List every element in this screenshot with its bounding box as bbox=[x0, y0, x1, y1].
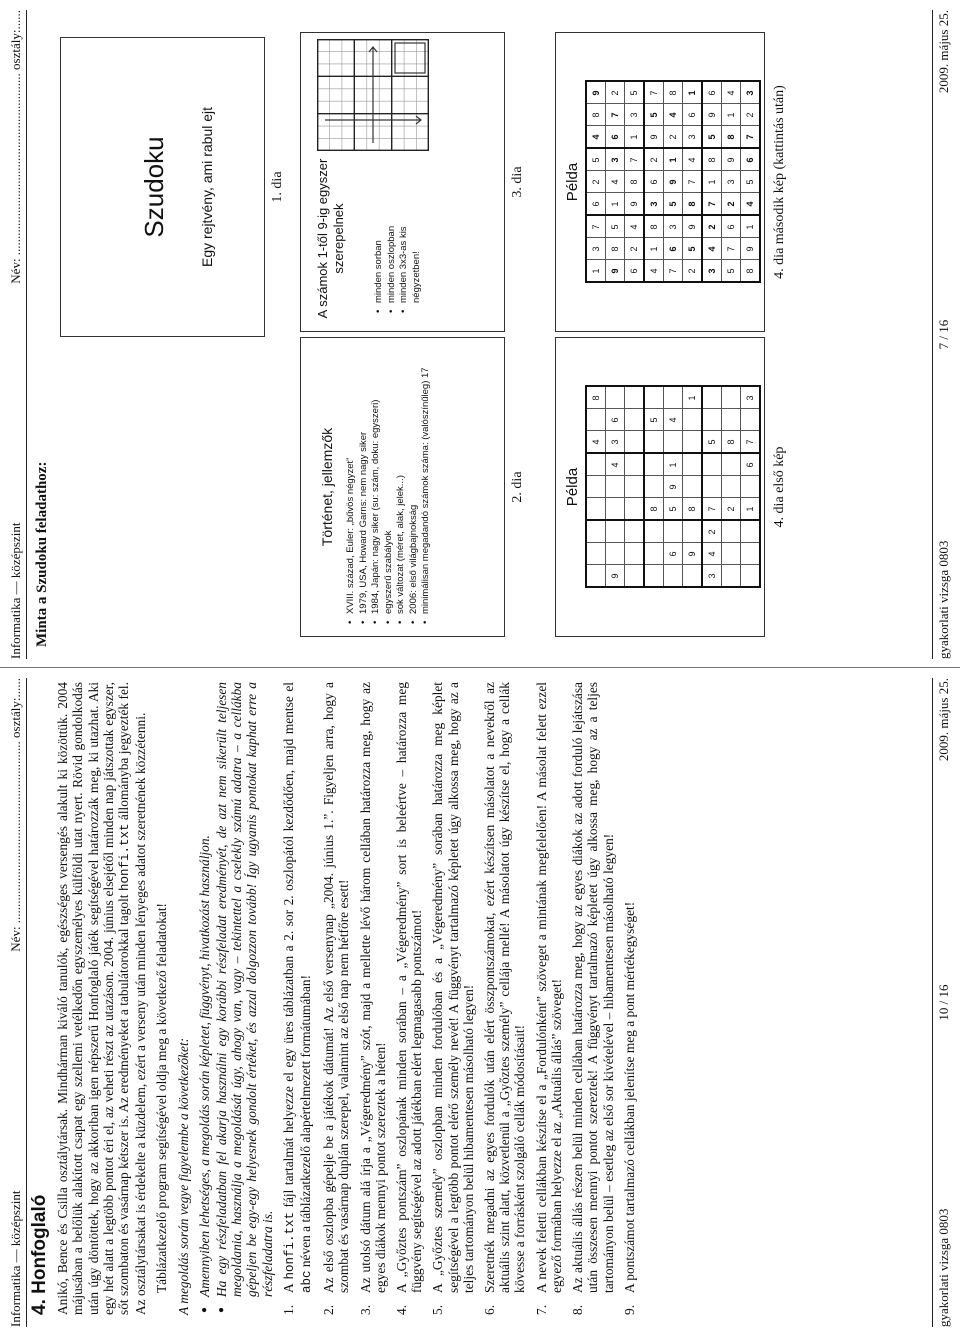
sudoku-cell: 5 bbox=[664, 498, 683, 521]
sudoku-row bbox=[586, 387, 606, 588]
sudoku-cell: 2 bbox=[741, 104, 761, 126]
sudoku-cell: 6 bbox=[606, 409, 625, 431]
task-item bbox=[321, 682, 352, 1315]
slide-2 bbox=[300, 337, 505, 637]
sudoku-cell bbox=[664, 387, 683, 410]
sudoku-cell: 8 bbox=[702, 149, 722, 172]
slide-2-title: Történet, jellemzők bbox=[319, 427, 335, 547]
sudoku-cell: 5 bbox=[722, 260, 741, 283]
sudoku-cell: 8 bbox=[625, 171, 645, 193]
sample-title: Minta a Szudoku feladathoz: bbox=[34, 461, 50, 647]
task-text: Az aktuális állás részen belül minden cellában határozza meg, hogy az egyes diákok az adott forduló lejátszása után összesen mennyi pontot szereztek! A függvényt tartalmazó képletet úgy alkossa meg, hogy az a teljes tartományon belül – esetleg az első sor kivételével – hibamentesen másolható legyen! bbox=[570, 682, 616, 1293]
sudoku-cell: 2 bbox=[644, 149, 664, 172]
slide-5 bbox=[555, 32, 765, 332]
task-text: Az első oszlopba gépelje be a játékok dátumát! Az első versenynap „2004. június 1.”. Figyeljen arra, hogy a szombat és vasárnap duplán szerepel, valamint az első nap nem hétfőre esett! bbox=[321, 682, 352, 1293]
sudoku-cell: 6 bbox=[683, 104, 703, 126]
note-item: ● Ha egy részfeladatban fel akarja használni egy korábbi részfeladat eredményét, de azt nem sikerült teljesen megoldania, használja a megoldását úgy, ahogy van, vagy – tekintettel a cselekly számú adatra – a cellákba gépeljen be egy-egy helyesnek gondolt értéket, és azzal dolgozzon tovább! Így ugyanis pontokat kaphat erre a részfeladatra is. bbox=[214, 682, 275, 1297]
sudoku-cell: 8 bbox=[664, 82, 683, 105]
sudoku-cell: 7 bbox=[683, 171, 703, 193]
sudoku-cell: 8 bbox=[683, 498, 703, 521]
sudoku-cell: 7 bbox=[664, 260, 683, 283]
sudoku-cell bbox=[606, 476, 625, 498]
sudoku-puzzle-grid bbox=[585, 386, 761, 589]
sudoku-cell: 7 bbox=[625, 149, 645, 172]
sudoku-cell bbox=[741, 409, 761, 431]
left-body bbox=[29, 682, 643, 1315]
sudoku-cell: 8 bbox=[606, 238, 625, 260]
sudoku-cell: 2 bbox=[664, 126, 683, 149]
sudoku-cell bbox=[722, 476, 741, 498]
sudoku-cell: 5 bbox=[644, 409, 664, 431]
file-name: honfi.txt bbox=[118, 823, 133, 892]
sudoku-cell bbox=[644, 454, 664, 477]
sudoku-row bbox=[722, 82, 741, 283]
sudoku-cell: 3 bbox=[683, 126, 703, 149]
sudoku-row bbox=[683, 82, 703, 283]
sudoku-cell bbox=[586, 454, 606, 477]
sudoku-cell: 9 bbox=[664, 476, 683, 498]
sudoku-row bbox=[741, 82, 761, 283]
sudoku-cell: 3 bbox=[664, 216, 683, 239]
sudoku-cell: 9 bbox=[606, 260, 625, 283]
sudoku-cell bbox=[586, 476, 606, 498]
sudoku-cell bbox=[625, 409, 645, 431]
sudoku-row bbox=[586, 82, 606, 283]
sudoku-cell: 9 bbox=[664, 171, 683, 193]
sudoku-cell: 3 bbox=[702, 565, 722, 588]
sudoku-cell: 4 bbox=[741, 193, 761, 216]
sudoku-cell: 2 bbox=[586, 171, 606, 193]
sudoku-cell: 1 bbox=[664, 454, 683, 477]
footer-date: 2009. május 25. bbox=[936, 10, 951, 94]
sudoku-cell: 7 bbox=[722, 238, 741, 260]
sudoku-cell: 4 bbox=[702, 543, 722, 565]
slide-1-subtitle: Egy rejtvény, ami rabul ejt bbox=[199, 106, 215, 268]
sudoku-cell: 8 bbox=[644, 216, 664, 239]
sudoku-cell bbox=[722, 543, 741, 565]
sudoku-cell bbox=[702, 454, 722, 477]
sudoku-cell bbox=[625, 476, 645, 498]
task-text: Az utolsó dátum alá írja a „Végeredmény” szót, majd a mellette lévő három cellában határozza meg, hogy az egyes diákok mennyi pontot szereztek a héten! bbox=[357, 682, 388, 1293]
sudoku-row bbox=[644, 82, 664, 283]
sudoku-cell: 7 bbox=[586, 216, 606, 239]
sudoku-cell: 5 bbox=[606, 216, 625, 239]
sudoku-cell: 1 bbox=[702, 171, 722, 193]
sudoku-row bbox=[683, 387, 703, 588]
intro-text: Anikó, Bence és Csilla osztálytársak. Mindhárman kiváló tanulók, egészséges versengés alakult ki közöttük. 2004 májusában a belőlük alakított csapat egy szellemi vetélkedőn egyszemélyes külföldi utat nyert. Rövid gondolkodás után úgy döntöttek, hogy az akkoriban igen népszerű Honfoglaló játék segítségével határozzák meg, ki utazhat. Aki egy hét alatt a legtöbb pontot éri el, az veheti részt az utazáson. 2004. június elsejétől minden nap játszottak egyszer, sőt szombaton és vasárnap kétszer is. Az eredményeket a tabulátorokkal tagolt bbox=[55, 682, 132, 1315]
sudoku-cell: 6 bbox=[741, 454, 761, 477]
task-text: A „Győztes személy” oszlopban minden fordulóban és a „Végeredmény” sorában határozza meg képlet segítségével a legtöbb pontot elérő személy nevét! A függvényt tartalmazó képletet úgy alkossa meg, hogy az a teljes tartományon belül hibamentesen másolható legyen! bbox=[430, 682, 476, 1293]
sudoku-cell: 4 bbox=[644, 260, 664, 283]
task-number: 9. bbox=[621, 1304, 637, 1315]
slide-2-list bbox=[345, 338, 433, 626]
sudoku-cell: 4 bbox=[586, 126, 606, 149]
sudoku-cell: 8 bbox=[741, 260, 761, 283]
slide-3 bbox=[300, 32, 505, 332]
slide-1-title: Szudoku bbox=[139, 136, 169, 238]
slide-3-item: • minden sorban bbox=[373, 193, 386, 303]
sudoku-cell: 4 bbox=[664, 104, 683, 126]
sudoku-cell bbox=[702, 387, 722, 410]
task-number: 6. bbox=[482, 1304, 498, 1315]
sudoku-cell: 5 bbox=[644, 104, 664, 126]
sudoku-cell bbox=[683, 476, 703, 498]
slide-1-caption: 1. dia bbox=[270, 171, 285, 203]
slide-3-title: A számok 1-től 9-ig egyszer szerepelnek bbox=[315, 158, 346, 319]
slide-1 bbox=[60, 37, 265, 337]
sudoku-cell: 4 bbox=[702, 238, 722, 260]
sudoku-cell: 9 bbox=[606, 565, 625, 588]
task-item bbox=[430, 682, 476, 1315]
sudoku-cell: 5 bbox=[702, 431, 722, 454]
sudoku-cell: 9 bbox=[683, 216, 703, 239]
page-number: 7 / 16 bbox=[936, 319, 951, 350]
slide-2-caption: 2. dia bbox=[510, 471, 525, 503]
sudoku-cell bbox=[683, 454, 703, 477]
sudoku-cell bbox=[586, 409, 606, 431]
sudoku-cell bbox=[625, 498, 645, 521]
sudoku-cell bbox=[644, 543, 664, 565]
sudoku-row bbox=[644, 387, 664, 588]
sudoku-cell bbox=[722, 565, 741, 588]
sudoku-cell: 8 bbox=[722, 431, 741, 454]
sudoku-cell: 2 bbox=[702, 521, 722, 544]
slide-3-item: • minden 3x3-as kis négyzetben! bbox=[398, 193, 423, 303]
task-item bbox=[570, 682, 616, 1315]
task-item bbox=[394, 682, 425, 1315]
sudoku-cell: 9 bbox=[702, 104, 722, 126]
page-title: 4. Honfoglaló bbox=[29, 1194, 50, 1315]
task-item bbox=[280, 682, 315, 1315]
sudoku-cell: 5 bbox=[586, 149, 606, 172]
sudoku-cell: 4 bbox=[664, 409, 683, 431]
sudoku-cell: 6 bbox=[741, 149, 761, 172]
task-number: 5. bbox=[430, 1304, 446, 1315]
left-header bbox=[8, 678, 27, 1327]
sudoku-cell: 9 bbox=[586, 82, 606, 105]
sudoku-cell bbox=[664, 521, 683, 544]
sudoku-cell bbox=[625, 521, 645, 544]
slide-4-caption: 4. dia első kép bbox=[772, 446, 787, 528]
sudoku-cell: 9 bbox=[644, 126, 664, 149]
sudoku-cell: 6 bbox=[586, 193, 606, 216]
task-item bbox=[482, 682, 528, 1315]
rules-grid-figure bbox=[317, 39, 429, 151]
note-list bbox=[197, 682, 275, 1315]
sudoku-row bbox=[606, 387, 625, 588]
sudoku-cell: 3 bbox=[741, 82, 761, 105]
sudoku-cell: 7 bbox=[702, 193, 722, 216]
sudoku-cell bbox=[741, 476, 761, 498]
note-item: ● Amennyiben lehetséges, a megoldás során képletet, függvényt, hivatkozást használjon. bbox=[197, 682, 212, 1297]
sudoku-cell: 1 bbox=[722, 104, 741, 126]
note-title: A megoldás során vegye figyelembe a következőket: bbox=[175, 1037, 191, 1315]
sudoku-cell: 2 bbox=[625, 238, 645, 260]
sudoku-cell bbox=[722, 387, 741, 410]
slide-2-item: • egyszerű szabályok bbox=[383, 338, 396, 614]
sudoku-cell: 1 bbox=[606, 193, 625, 216]
task-number: 8. bbox=[570, 1304, 586, 1315]
slide-2-item: • minimálisan megadandó számok száma: (valószínűleg) 17 bbox=[420, 338, 433, 614]
sudoku-cell bbox=[606, 543, 625, 565]
task-text: A pontszámot tartalmazó cellákban jelenítse meg a pont mértékegységet! bbox=[621, 901, 637, 1293]
slide-3-caption: 3. dia bbox=[510, 166, 525, 198]
sudoku-cell: 5 bbox=[702, 126, 722, 149]
sudoku-row bbox=[702, 387, 722, 588]
sudoku-cell bbox=[606, 498, 625, 521]
sudoku-cell: 3 bbox=[722, 171, 741, 193]
sudoku-cell: 8 bbox=[586, 387, 606, 410]
page-divider bbox=[0, 667, 960, 668]
sudoku-cell bbox=[702, 476, 722, 498]
slide-2-item: • 2006: első világbajnokság bbox=[408, 338, 421, 614]
sudoku-cell bbox=[702, 409, 722, 431]
sudoku-row bbox=[664, 387, 683, 588]
slide-5-title: Példa bbox=[564, 162, 581, 202]
task-item bbox=[621, 682, 637, 1315]
task-text: Szeretnék megadni az egyes fordulók után elért összpontszámokat, ezért készítsen másolatot a nevekről az aktuális szint alatt, közvetlenül a „Győztes személy” cellája mellé! A másolatot úgy készítse el, hogy a cellák kövesse a forrásként szolgáló cellák módosításait! bbox=[482, 682, 528, 1293]
sudoku-row bbox=[664, 82, 683, 283]
sudoku-cell: 6 bbox=[606, 126, 625, 149]
right-header bbox=[8, 10, 27, 659]
slide-4 bbox=[555, 337, 765, 637]
sudoku-cell: 2 bbox=[722, 498, 741, 521]
header-right-text: Név: ........................................................ osztály:...... bbox=[8, 678, 23, 952]
sudoku-cell: 1 bbox=[625, 126, 645, 149]
instruction: Táblázatkezelő program segítségével oldja meg a következő feladatokat! bbox=[154, 902, 170, 1293]
sudoku-cell: 9 bbox=[741, 238, 761, 260]
sudoku-cell: 2 bbox=[702, 216, 722, 239]
sudoku-cell bbox=[741, 521, 761, 544]
sudoku-cell: 4 bbox=[683, 149, 703, 172]
sudoku-cell: 8 bbox=[683, 193, 703, 216]
sudoku-cell: 7 bbox=[606, 104, 625, 126]
sudoku-cell bbox=[644, 387, 664, 410]
sudoku-cell: 3 bbox=[741, 387, 761, 410]
sudoku-cell bbox=[625, 454, 645, 477]
right-footer bbox=[932, 10, 953, 659]
slide-3-item: • minden oszlopban bbox=[386, 193, 399, 303]
sudoku-cell bbox=[722, 454, 741, 477]
sudoku-cell bbox=[586, 565, 606, 588]
task-item bbox=[357, 682, 388, 1315]
sudoku-cell bbox=[586, 498, 606, 521]
right-page bbox=[0, 0, 960, 667]
sudoku-cell: 8 bbox=[722, 126, 741, 149]
task-text: A nevek feletti cellákban készítse el a „Fordulónként” szöveget a mintának megfelelően! A másolat felett ezzel egyező formában helyezze el az „Aktuális állás” szöveget! bbox=[533, 682, 564, 1293]
slide-2-item: • 1979, USA, Howard Garns: nem nagy siker bbox=[358, 338, 371, 614]
sudoku-cell: 5 bbox=[625, 82, 645, 105]
sudoku-cell: 9 bbox=[625, 193, 645, 216]
sudoku-cell: 4 bbox=[606, 171, 625, 193]
sudoku-cell: 1 bbox=[741, 498, 761, 521]
sudoku-cell bbox=[683, 409, 703, 431]
task-text: fájl tartalmát helyezze el egy üres táblázatban a 2. sor 2. oszlopától kezdődően, majd mentse el bbox=[280, 682, 296, 1213]
slide-3-list bbox=[373, 193, 423, 315]
sudoku-cell: 7 bbox=[644, 82, 664, 105]
footer-left-text: gyakorlati vizsga 0803 bbox=[936, 1208, 951, 1327]
sudoku-cell: 5 bbox=[741, 171, 761, 193]
sudoku-cell: 3 bbox=[586, 238, 606, 260]
sudoku-cell: 9 bbox=[683, 543, 703, 565]
slide-2-item: • sok változat (méret, alak, jelek...) bbox=[395, 338, 408, 614]
sudoku-cell: 7 bbox=[702, 498, 722, 521]
sudoku-cell bbox=[625, 387, 645, 410]
task-number: 4. bbox=[394, 1304, 410, 1315]
page-number: 10 / 16 bbox=[936, 984, 951, 1021]
sudoku-cell bbox=[644, 521, 664, 544]
sudoku-cell: 3 bbox=[625, 104, 645, 126]
header-right-text: Név: ........................................................ osztály:...... bbox=[8, 10, 23, 284]
intro-cont: állományba jegyezték fel. Az osztálytársakat is érdekelte a küzdelem, ezért a verseny után minden lényeges adatot szeretnének közzétenni. bbox=[116, 682, 149, 1315]
sudoku-cell: 5 bbox=[683, 238, 703, 260]
sudoku-cell bbox=[664, 431, 683, 454]
sudoku-cell: 1 bbox=[644, 238, 664, 260]
sudoku-cell bbox=[586, 543, 606, 565]
sudoku-cell: 4 bbox=[722, 82, 741, 105]
sudoku-cell: 6 bbox=[702, 82, 722, 105]
footer-left-text: gyakorlati vizsga 0803 bbox=[936, 540, 951, 659]
sudoku-cell bbox=[683, 521, 703, 544]
sudoku-cell: 2 bbox=[683, 260, 703, 283]
sudoku-cell: 1 bbox=[683, 82, 703, 105]
left-page bbox=[0, 668, 960, 1335]
sudoku-row bbox=[722, 387, 741, 588]
sudoku-cell bbox=[722, 409, 741, 431]
sudoku-cell bbox=[625, 543, 645, 565]
sudoku-cell bbox=[664, 565, 683, 588]
left-footer bbox=[932, 678, 953, 1327]
sudoku-cell: 3 bbox=[606, 431, 625, 454]
sudoku-row bbox=[702, 82, 722, 283]
sudoku-cell: 3 bbox=[644, 193, 664, 216]
task-text: A „Győztes pontszám” oszlopának minden sorában – a „Végeredmény” sort is beleértve – határozza meg függvény segítségével az adott játékban elért legmagasabb pontszámot! bbox=[394, 682, 425, 1293]
header-left-text: Informatika — középszint bbox=[8, 1190, 23, 1327]
sudoku-cell: 9 bbox=[722, 149, 741, 172]
sudoku-row bbox=[606, 82, 625, 283]
sudoku-cell bbox=[606, 521, 625, 544]
sudoku-cell: 2 bbox=[606, 82, 625, 105]
sudoku-cell bbox=[586, 521, 606, 544]
task-file: honfi.txt bbox=[282, 1212, 297, 1280]
task-number: 2. bbox=[321, 1304, 337, 1315]
sudoku-cell: 3 bbox=[702, 260, 722, 283]
sudoku-cell: 3 bbox=[606, 149, 625, 172]
sudoku-row bbox=[625, 82, 645, 283]
sudoku-cell: 6 bbox=[625, 260, 645, 283]
sudoku-row bbox=[741, 387, 761, 588]
sudoku-cell bbox=[625, 565, 645, 588]
task-file: abc bbox=[300, 1270, 315, 1293]
sudoku-row bbox=[625, 387, 645, 588]
footer-date: 2009. május 25. bbox=[936, 678, 951, 762]
sudoku-cell: 1 bbox=[664, 149, 683, 172]
task-item bbox=[533, 682, 564, 1315]
sudoku-cell bbox=[606, 387, 625, 410]
task-text: A bbox=[280, 1279, 296, 1293]
sudoku-cell bbox=[644, 431, 664, 454]
sudoku-cell bbox=[644, 476, 664, 498]
sudoku-cell bbox=[741, 565, 761, 588]
sudoku-cell bbox=[683, 431, 703, 454]
sudoku-cell: 7 bbox=[741, 431, 761, 454]
task-number: 1. bbox=[280, 1304, 296, 1315]
sudoku-cell: 1 bbox=[741, 216, 761, 239]
sudoku-cell: 6 bbox=[722, 216, 741, 239]
sudoku-cell: 6 bbox=[664, 543, 683, 565]
sudoku-cell: 6 bbox=[664, 238, 683, 260]
slide-2-item: • 1984, Japán: nagy siker (su: szám, doku: egyszeri) bbox=[370, 338, 383, 614]
sudoku-cell bbox=[722, 521, 741, 544]
task-text: néven a táblázatkezelő alapértelmezett formátumában! bbox=[298, 974, 314, 1271]
sudoku-cell: 8 bbox=[586, 104, 606, 126]
sudoku-cell bbox=[644, 565, 664, 588]
sudoku-cell bbox=[741, 543, 761, 565]
slide-2-item: • XVIII. század, Euler: „bűvös négyzet” bbox=[345, 338, 358, 614]
sudoku-cell: 4 bbox=[586, 431, 606, 454]
sudoku-cell: 1 bbox=[586, 260, 606, 283]
sudoku-cell: 2 bbox=[722, 193, 741, 216]
task-number: 7. bbox=[533, 1304, 549, 1315]
sudoku-solution-grid bbox=[585, 81, 761, 284]
sudoku-cell: 4 bbox=[606, 454, 625, 477]
sudoku-cell: 4 bbox=[625, 216, 645, 239]
sudoku-cell: 8 bbox=[644, 498, 664, 521]
sudoku-cell: 1 bbox=[683, 387, 703, 410]
sudoku-cell bbox=[683, 565, 703, 588]
sudoku-cell: 7 bbox=[741, 126, 761, 149]
task-list bbox=[281, 682, 637, 1315]
sudoku-cell bbox=[625, 431, 645, 454]
intro-paragraph bbox=[55, 682, 148, 1315]
sudoku-cell: 6 bbox=[644, 171, 664, 193]
task-number: 3. bbox=[357, 1304, 373, 1315]
slide-5-caption: 4. dia második kép (kattintás után) bbox=[772, 85, 787, 279]
slide-4-title: Példa bbox=[564, 467, 581, 507]
sudoku-cell: 5 bbox=[664, 193, 683, 216]
header-left-text: Informatika — középszint bbox=[8, 522, 23, 659]
